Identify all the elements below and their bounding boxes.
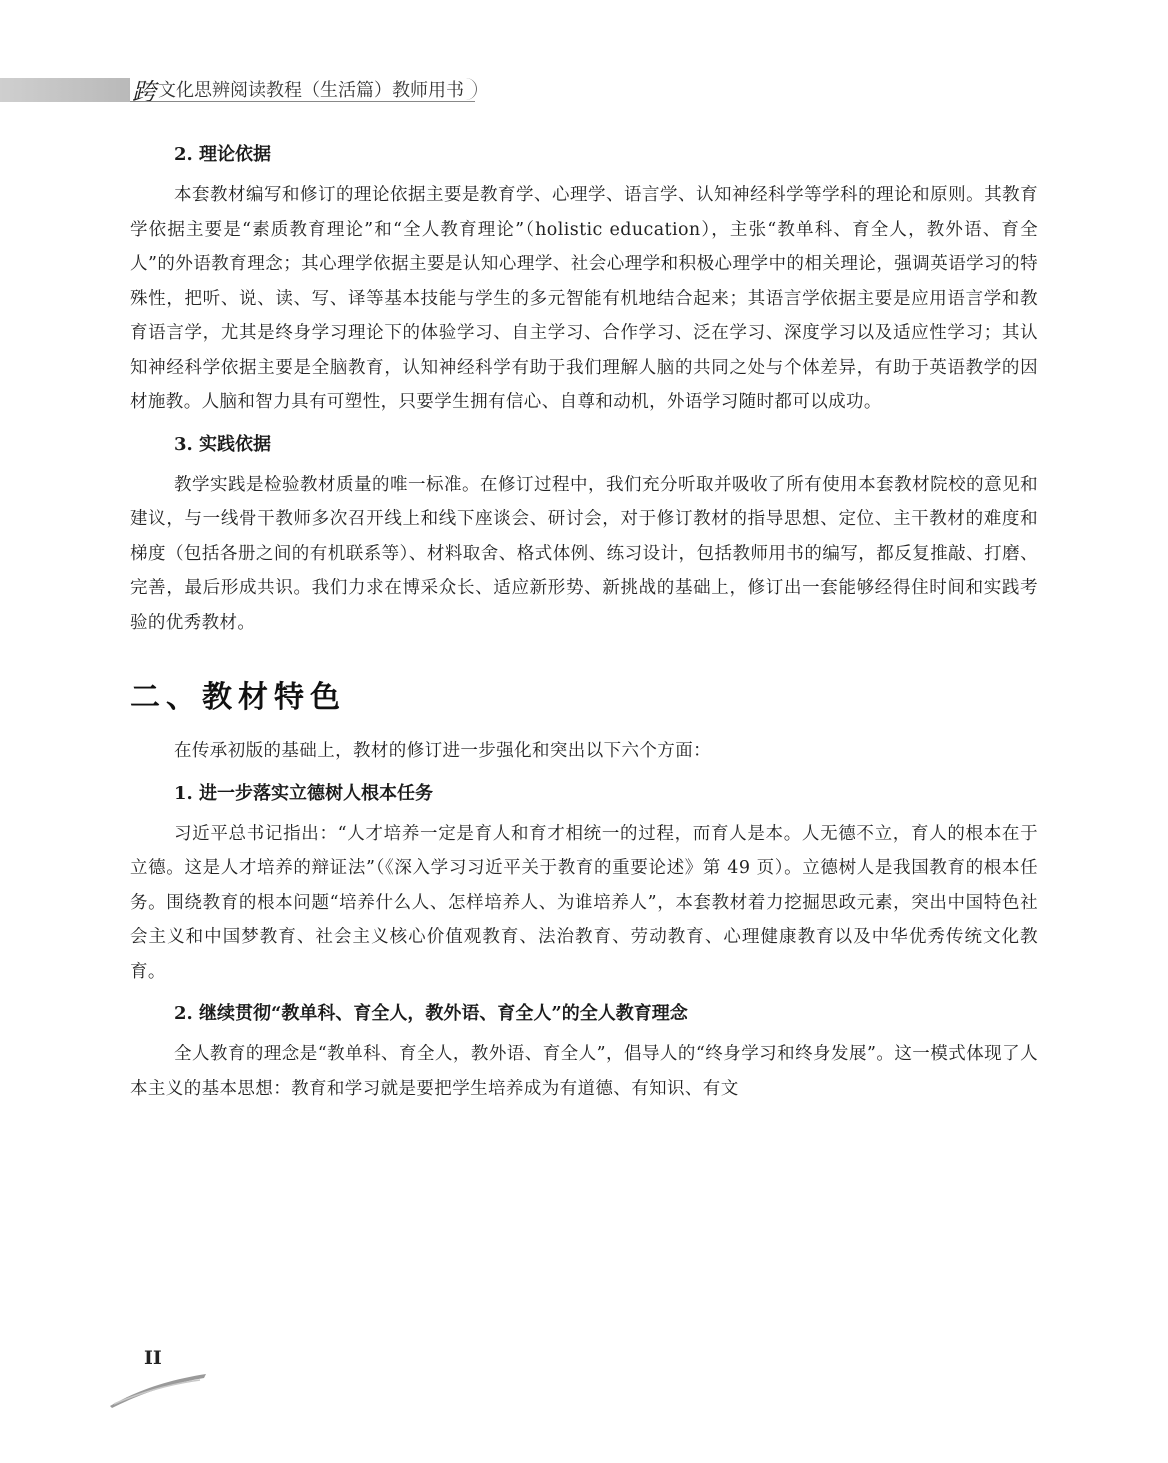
paragraph-theory-basis: 本套教材编写和修订的理论依据主要是教育学、心理学、语言学、认知神经科学等学科的理论和原则。其教育学依据主要是“素质教育理论”和“全人教育理论”（holistic education），主张“教单科、育全人，教外语、育全人”的外语教育理念；其心理学依据主要是认知心理学、社会心理学和积极心理学中的相关理论，强调英语学习的特殊性，把听、说、读、写、译等基本技能与学生的多元智能有机地结合起来；其语言学依据主要是应用语言学和教育语言学，尤其是终身学习理论下的体验学习、自主学习、合作学习、泛在学习、深度学习以及适应性学习；其认知神经科学依据主要是全脑教育，认知神经科学有助于我们理解人脑的共同之处与个体差异，有助于英语教学的因材施教。人脑和智力具有可塑性，只要学生拥有信心、自尊和动机，外语学习随时都可以成功。 <box>130 185 1038 412</box>
header-bracket-decor <box>466 78 477 100</box>
running-header <box>132 74 477 104</box>
page-body <box>130 138 1038 1114</box>
header-decor-bar <box>0 78 130 102</box>
subheading-practice-basis: 3. 实践依据 <box>174 433 272 455</box>
paragraph-holistic-education: 全人教育的理念是“教单科、育全人，教外语、育全人”，倡导人的“终身学习和终身发展”。这一模式体现了人本主义的基本思想：教育和学习就是要把学生培养成为有道德、有知识、有文 <box>130 1044 1038 1099</box>
paragraph-moral-education: 习近平总书记指出：“人才培养一定是育人和育才相统一的过程，而育人是本。人无德不立，育人的根本在于立德。这是人才培养的辩证法”（《深入学习习近平关于教育的重要论述》第 49 页）。立德树人是我国教育的根本任务。围绕教育的根本问题“培养什么人、怎样培养人、为谁培养人”，本套教材着力挖掘思政元素，突出中国特色社会主义和中国梦教育、社会主义核心价值观教育、法治教育、劳动教育、心理健康教育以及中华优秀传统文化教育。 <box>130 823 1038 982</box>
footer-swoosh-decor <box>108 1370 218 1410</box>
section-heading-features: 二、教材特色 <box>130 680 346 715</box>
header-rule <box>130 101 475 102</box>
book-title: 文化思辨阅读教程（生活篇）教师用书 <box>158 80 464 101</box>
page-number: II <box>144 1347 162 1369</box>
paragraph-features-intro: 在传承初版的基础上，教材的修订进一步强化和突出以下六个方面： <box>174 741 711 761</box>
paragraph-practice-basis: 教学实践是检验教材质量的唯一标准。在修订过程中，我们充分听取并吸收了所有使用本套教材院校的意见和建议，与一线骨干教师多次召开线上和线下座谈会、研讨会，对于修订教材的指导思想、定位、主干教材的难度和梯度（包括各册之间的有机联系等）、材料取舍、格式体例、练习设计，包括教师用书的编写，都反复推敲、打磨、完善，最后形成共识。我们力求在博采众长、适应新形势、新挑战的基础上，修订出一套能够经得住时间和实践考验的优秀教材。 <box>130 474 1038 633</box>
subheading-moral-education: 1. 进一步落实立德树人根本任务 <box>174 782 434 804</box>
subheading-holistic-education: 2. 继续贯彻“教单科、育全人，教外语、育全人”的全人教育理念 <box>174 1003 688 1024</box>
book-logo: 跨 <box>132 77 156 106</box>
subheading-theory-basis: 2. 理论依据 <box>174 144 272 165</box>
